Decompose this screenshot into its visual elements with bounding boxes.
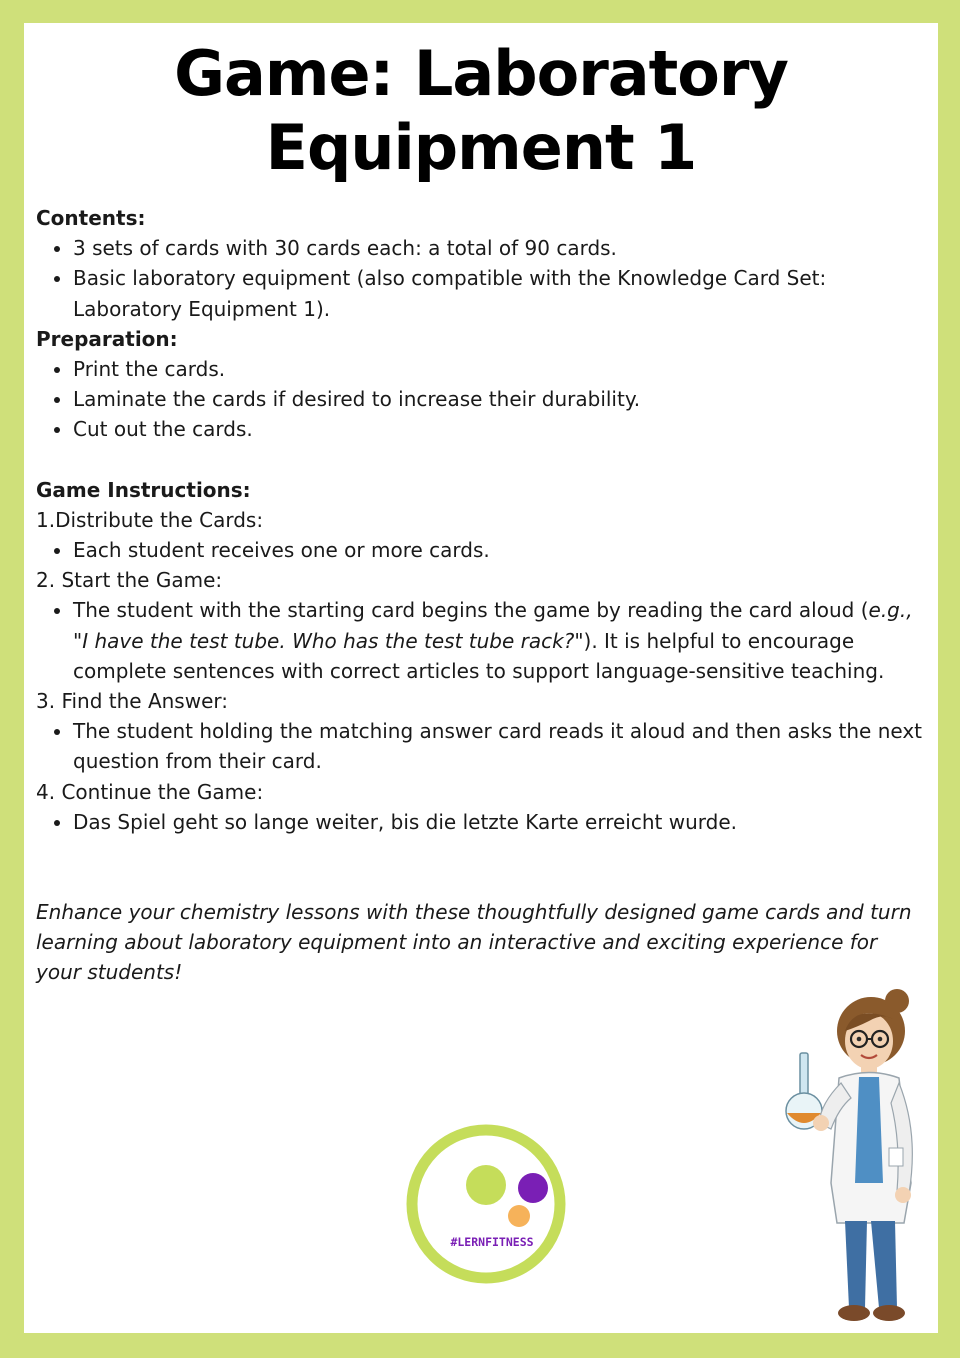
list-item: • Cut out the cards. — [73, 414, 926, 444]
list-item: • Laminate the cards if desired to increase their durability. — [73, 384, 926, 414]
preparation-list — [36, 354, 926, 445]
page — [24, 23, 938, 1333]
step-label: 4. Continue the Game: — [36, 779, 264, 804]
list-item: • Each student receives one or more cards. — [73, 535, 926, 565]
title-line-2: Equipment 1 — [265, 111, 697, 184]
step-label: 3. Find the Answer: — [36, 689, 229, 714]
bullet-text-pre: The student with the starting card begins the game by reading the card aloud ( — [73, 598, 869, 623]
contents-heading: Contents: — [36, 206, 146, 230]
title-line-1: Game: Laboratory — [174, 37, 788, 110]
list-item: • The student holding the matching answer card reads it aloud and then asks the next question from their card. — [73, 716, 926, 776]
lernfitness-logo-icon — [403, 1121, 569, 1287]
spacer — [36, 837, 926, 897]
list-item: • Das Spiel geht so lange weiter, bis die letzte Karte erreicht wurde. — [73, 807, 926, 837]
list-item: • 3 sets of cards with 30 cards each: a total of 90 cards. — [73, 233, 926, 263]
step-list — [36, 716, 926, 776]
step-list — [36, 535, 926, 565]
step-label: 1.Distribute the Cards: — [36, 507, 264, 532]
closing-paragraph: Enhance your chemistry lessons with these thoughtfully designed game cards and turn learning about laboratory equipment into an interactive and exciting experience for your students! — [36, 900, 912, 985]
contents-list — [36, 233, 926, 324]
step-list — [36, 807, 926, 837]
document-body — [36, 203, 926, 988]
list-item: • Basic laboratory equipment (also compatible with the Knowledge Card Set: Laboratory Equipment 1). — [73, 263, 926, 323]
bullet-text-example: e.g., "I have the test tube. Who has the test tube rack? — [73, 598, 913, 653]
spacer — [36, 445, 926, 475]
logo-text: #LERNFITNESS — [450, 1235, 534, 1249]
list-item — [73, 595, 926, 686]
list-item: • Print the cards. — [73, 354, 926, 384]
preparation-heading: Preparation: — [36, 326, 178, 351]
instructions-heading: Game Instructions: — [36, 477, 251, 502]
page-title — [24, 37, 938, 185]
teacher-illustration-icon — [759, 983, 939, 1328]
step-list — [36, 595, 926, 686]
step-label: 2. Start the Game: — [36, 568, 223, 593]
bullet-text-post: "). It is helpful to encourage complete sentences with correct articles to support language-sensitive teaching. — [73, 628, 885, 683]
